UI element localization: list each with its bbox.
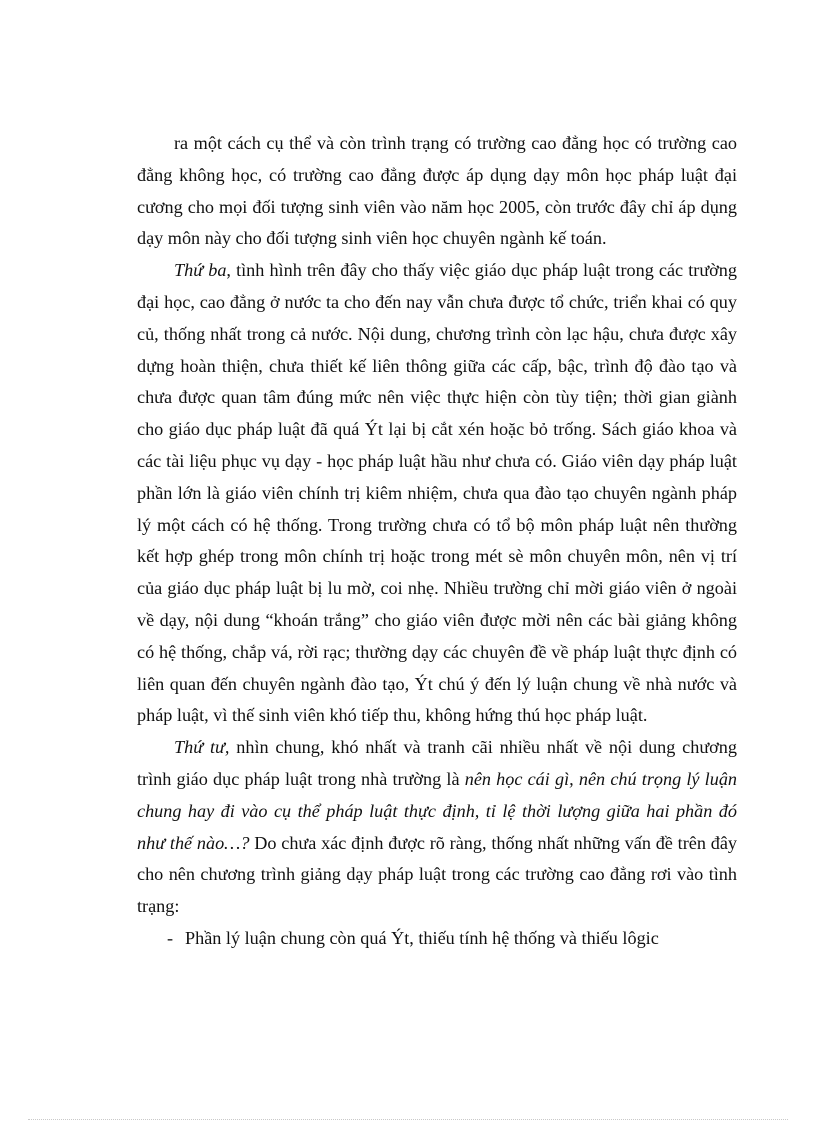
bullet-text: Phần lý luận chung còn quá Ýt, thiếu tính hệ thống và thiếu lôgic (185, 927, 659, 948)
paragraph-text: , tình hình trên đây cho thấy việc giáo dục pháp luật trong các trường đại học, cao đẳng ở nước ta cho đến nay vẫn chưa được tổ chức, triển khai có quy củ, thống nhất trong cả nước. Nội dung, chương trình còn lạc hậu, chưa được xây dựng hoàn thiện, chưa thiết kế liên thông giữa các cấp, bậc, trình độ đào tạo và chưa được quan tâm đúng mức nên việc thực hiện còn tùy tiện; thời gian giành cho giáo dục pháp luật đã quá Ýt lại bị cắt xén hoặc bỏ trống. Sách giáo khoa và các tài liệu phục vụ dạy - học pháp luật hầu như chưa có. Giáo viên dạy pháp luật phần lớn là giáo viên chính trị kiêm nhiệm, chưa qua đào tạo chuyên ngành pháp lý một cách có hệ thống. Trong trường chưa có tổ bộ môn pháp luật nên thường kết hợp ghép trong môn chính trị hoặc trong mét sè môn chuyên môn, nên vị trí của giáo dục pháp luật bị lu mờ, coi nhẹ. Nhiều trường chỉ mời giáo viên ở ngoài về dạy, nội dung “khoán trắng” cho giáo viên được mời nên các bài giảng không có hệ thống, chắp vá, rời rạc; thường dạy các chuyên đề về pháp luật thực định có liên quan đến chuyên ngành đào tạo, Ýt chú ý đến lý luận chung về nhà nước và pháp luật, vì thế sinh viên khó tiếp thu, không hứng thú học pháp luật. (137, 260, 737, 726)
paragraph-lead-italic: Thứ ba (174, 260, 227, 281)
paragraph-continuation (137, 128, 737, 255)
paragraph-italic-question: nên học cái gì, nên chú trọng lý luận chung hay đi vào cụ thể pháp luật thực định, tỉ lệ thời lượng giữa hai phần đó như thế nào…? (137, 768, 738, 853)
paragraph-thu-ba (137, 255, 737, 732)
page-bottom-rule (28, 1119, 788, 1120)
paragraph-text: nhìn chung, khó nhất và tranh cãi nhiều nhất về nội dung chương trình giáo dục pháp luật trong nhà trường là (137, 737, 737, 789)
paragraph-thu-tu (137, 732, 737, 923)
bullet-item (137, 923, 737, 955)
paragraph-text: ra một cách cụ thể và còn trình trạng có trường cao đẳng học có trường cao đẳng không học, có trường cao đẳng được áp dụng dạy môn học pháp luật đại cương cho mọi đối tượng sinh viên vào năm học 2005, còn trước đây chỉ áp dụng dạy môn này cho đối tượng sinh viên học chuyên ngành kế toán. (137, 133, 737, 249)
paragraph-lead-italic: Thứ tư, (174, 737, 230, 758)
body-text (137, 128, 737, 955)
paragraph-text: Do chưa xác định được rõ ràng, thống nhất những vấn đề trên đây cho nên chương trình giảng dạy pháp luật trong các trường cao đẳng rơi vào tình trạng: (137, 832, 737, 917)
bullet-dash: - (167, 927, 174, 948)
